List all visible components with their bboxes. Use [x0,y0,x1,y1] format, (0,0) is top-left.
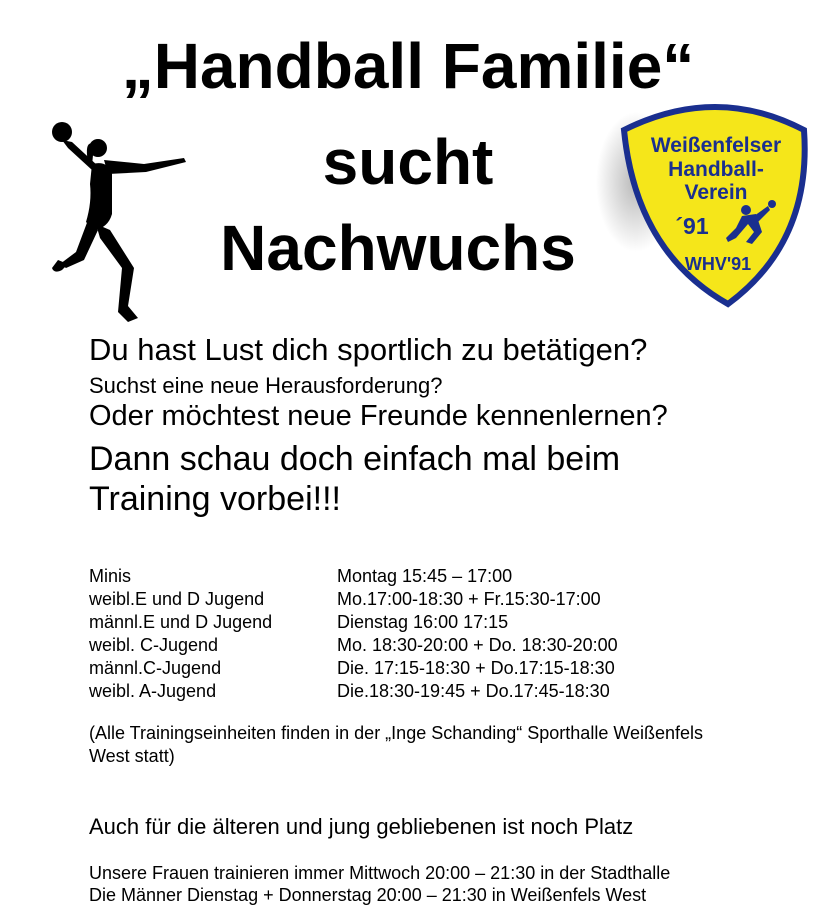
logo-abbr: WHV'91 [684,254,752,274]
schedule-group: männl.E und D Jugend [89,612,273,632]
club-logo [576,92,808,310]
intro-line-2: Suchst eine neue Herausforderung? [89,373,443,398]
logo-text-line1: Weißenfelser [650,134,782,157]
schedule-time: Mo.17:00-18:30 + Fr.15:30-17:00 [337,589,601,609]
schedule-time: Die. 17:15-18:30 + Do.17:15-18:30 [337,658,615,678]
schedule-time: Dienstag 16:00 17:15 [337,612,509,632]
schedule-row [89,634,618,657]
logo-year: ´91 [675,213,709,239]
schedule-time: Die.18:30-19:45 + Do.17:45-18:30 [337,681,610,701]
schedule-group: Minis [89,566,132,586]
schedule-row [89,657,618,680]
schedule-group: weibl. C-Jugend [89,635,219,655]
schedule-group: männl.C-Jugend [89,658,222,678]
schedule-group: weibl. A-Jugend [89,681,217,701]
schedule-group: weibl.E und D Jugend [89,589,265,609]
schedule-time: Mo. 18:30-20:00 + Do. 18:30-20:00 [337,635,618,655]
handball-player-silhouette-icon [48,118,193,323]
headline-line-3: Nachwuchs [220,212,576,284]
schedule-time: Montag 15:45 – 17:00 [337,566,513,586]
women-training: Unsere Frauen trainieren immer Mittwoch 20:00 – 21:30 in der Stadthalle [89,863,671,883]
logo-text-line2: Handball- [668,158,764,181]
adult-training-info [89,862,670,906]
headline-line-1: „Handball Familie“ [121,30,695,102]
intro-line-5: Training vorbei!!! [89,480,341,518]
schedule-row [89,680,618,703]
men-training: Die Männer Dienstag + Donnerstag 20:00 – 21:30 in Weißenfels West [89,885,647,905]
schedule-row [89,611,618,634]
intro-line-3: Oder möchtest neue Freunde kennenlernen? [89,400,668,432]
intro-line-4: Dann schau doch einfach mal beim [89,440,621,478]
logo-text-line3: Verein [684,181,748,204]
intro-line-1: Du hast Lust dich sportlich zu betätigen? [89,332,648,367]
schedule-row [89,588,618,611]
schedule-row [89,565,618,588]
older-players-text: Auch für die älteren und jung gebliebenen ist noch Platz [89,814,634,839]
training-schedule [89,565,618,703]
venue-note: (Alle Trainingseinheiten finden in der „Inge Schanding“ Sporthalle Weißenfels West statt) [89,723,704,766]
headline-line-2: sucht [322,126,494,198]
